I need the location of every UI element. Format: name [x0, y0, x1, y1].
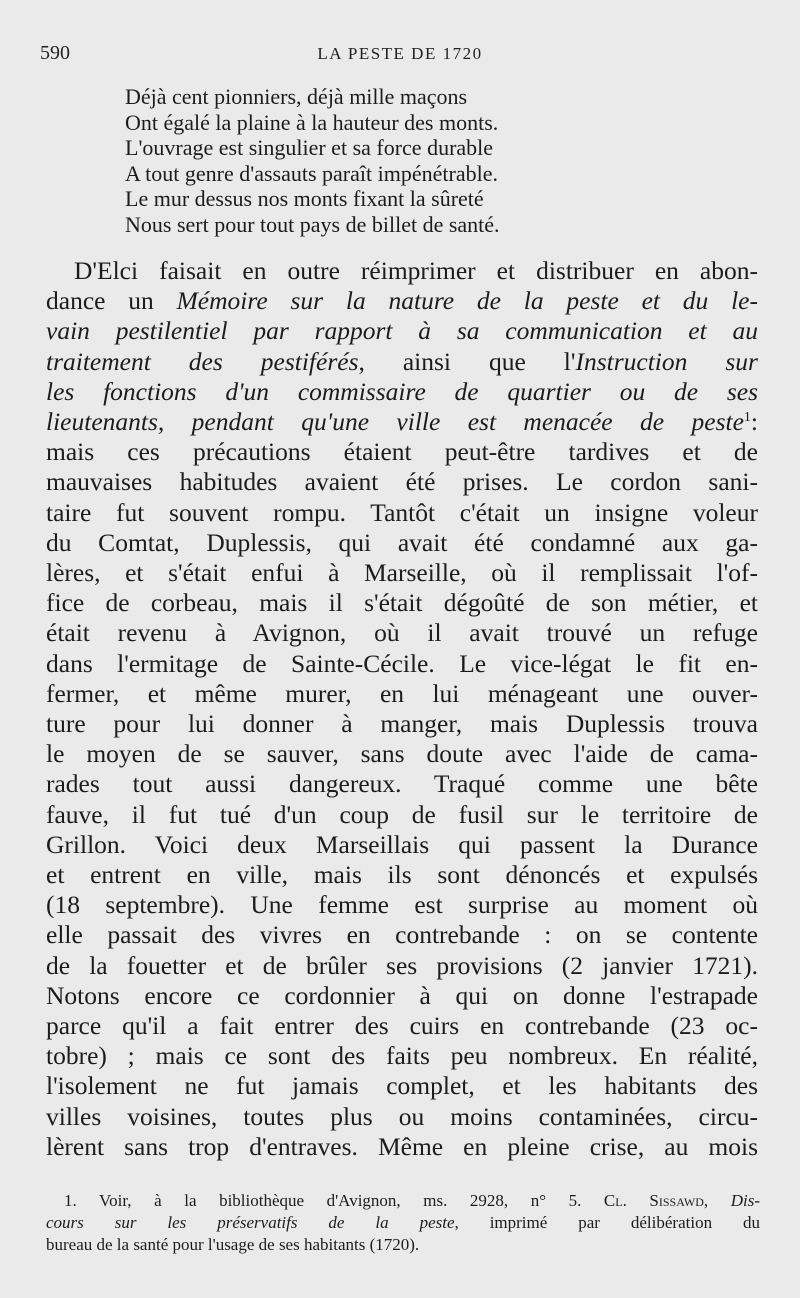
text-run: , imprimé par délibération du [454, 1213, 760, 1232]
text-line [46, 286, 758, 316]
text-line: l'isolement ne fut jamais complet, et les habitants des [46, 1071, 758, 1101]
footnote-line [46, 1190, 760, 1212]
text-line: fauve, il fut tué d'un coup de fusil sur le territoire de [46, 799, 758, 829]
text-line: rades tout aussi dangereux. Traqué comme une bête [46, 769, 758, 799]
text-run: dance un [46, 286, 177, 316]
text-line: du Comtat, Duplessis, qui avait été condamné aux ga- [46, 527, 758, 557]
verse-line: Nous sert pour tout pays de billet de santé. [125, 211, 500, 237]
text-line: de la fouetter et de brûler ses provisions (2 janvier 1721). [46, 950, 758, 980]
text-line: elle passait des vivres en contrebande : on se contente [46, 920, 758, 950]
text-run: D'Elci faisait en outre réimprimer et distribuer en abon- [74, 256, 758, 285]
text-line: taire fut souvent rompu. Tantôt c'était un insigne voleur [46, 497, 758, 527]
body-paragraph [46, 256, 758, 1162]
page-number: 590 [40, 42, 70, 64]
verse-line: Le mur dessus nos monts fixant la sûreté [125, 186, 484, 211]
page-header [40, 42, 760, 72]
text-line: et entrent en ville, mais ils sont dénoncés et expulsés [46, 860, 758, 890]
text-run: 1. Voir, à la bibliothèque d'Avignon, ms. 2928, n° 5. [64, 1191, 604, 1210]
text-line: (18 septembre). Une femme est surprise au moment où [46, 890, 758, 920]
footnote-marker: 1 [743, 410, 751, 426]
italic-title: les fonctions d'un commissaire de quartier ou de ses [46, 376, 758, 406]
text-line: lèrent sans trop d'entraves. Même en pleine crise, au mois [46, 1131, 758, 1161]
italic-title: Instruction sur [575, 346, 758, 376]
verse-line: L'ouvrage est singulier et sa force durable [125, 135, 494, 160]
text-run: , [703, 1191, 731, 1210]
verse-line: Ont égalé la plaine à la hauteur des monts. [125, 109, 499, 135]
text-run: : [750, 407, 758, 437]
verse-quotation [125, 84, 685, 237]
text-line: mauvaises habitudes avaient été prises. Le cordon sani- [46, 467, 758, 497]
text-line [46, 347, 758, 377]
text-line [46, 316, 758, 346]
italic-title: lieutenants, pendant qu'une ville est menacée de peste [46, 407, 744, 437]
text-line: villes voisines, toutes plus ou moins contaminées, circu- [46, 1101, 758, 1131]
text-line: ture pour lui donner à manger, mais Duplessis trouva [46, 709, 758, 739]
footnote [46, 1190, 760, 1256]
running-title: LA PESTE DE 1720 [317, 44, 483, 63]
text-line: le moyen de se sauver, sans doute avec l'aide de cama- [46, 739, 758, 769]
text-line: était revenu à Avignon, où il avait trouvé un refuge [46, 618, 758, 648]
text-run: , ainsi que l' [358, 346, 576, 376]
text-line: fermer, et même murer, en lui ménageant une ouver- [46, 678, 758, 708]
italic-title: Mémoire sur la nature de la peste et du le- [176, 286, 758, 316]
text-line: dans l'ermitage de Sainte-Cécile. Le vice-légat le fit en- [46, 648, 758, 678]
italic-title: cours sur les préservatifs de la peste [46, 1213, 455, 1232]
italic-title: vain pestilentiel par rapport à sa communication et au [46, 316, 758, 346]
text-line: mais ces précautions étaient peut-être tardives et de [46, 437, 758, 467]
text-line [46, 256, 758, 286]
footnote-line: bureau de la santé pour l'usage de ses habitants (1720). [46, 1235, 420, 1254]
text-line: Notons encore ce cordonnier à qui on donne l'estrapade [46, 980, 758, 1010]
text-line [46, 407, 758, 437]
text-line: fice de corbeau, mais il s'était dégoûté de son métier, et [46, 588, 758, 618]
verse-line: Déjà cent pionniers, déjà mille maçons [125, 84, 468, 109]
verse-line: A tout genre d'assauts paraît impénétrable. [125, 160, 498, 186]
footnote-author: Cl. Sissawd [603, 1191, 704, 1210]
text-line: lères, et s'était enfui à Marseille, où il remplissait l'of- [46, 558, 758, 588]
text-line: parce qu'il a fait entrer des cuirs en contrebande (23 oc- [46, 1011, 758, 1041]
italic-title: Dis- [730, 1191, 760, 1210]
italic-title: traitement des pestiférés [46, 346, 359, 376]
footnote-line [46, 1212, 760, 1234]
text-line: tobre) ; mais ce sont des faits peu nombreux. En réalité, [46, 1041, 758, 1071]
text-line [46, 377, 758, 407]
text-line: Grillon. Voici deux Marseillais qui passent la Durance [46, 829, 758, 859]
